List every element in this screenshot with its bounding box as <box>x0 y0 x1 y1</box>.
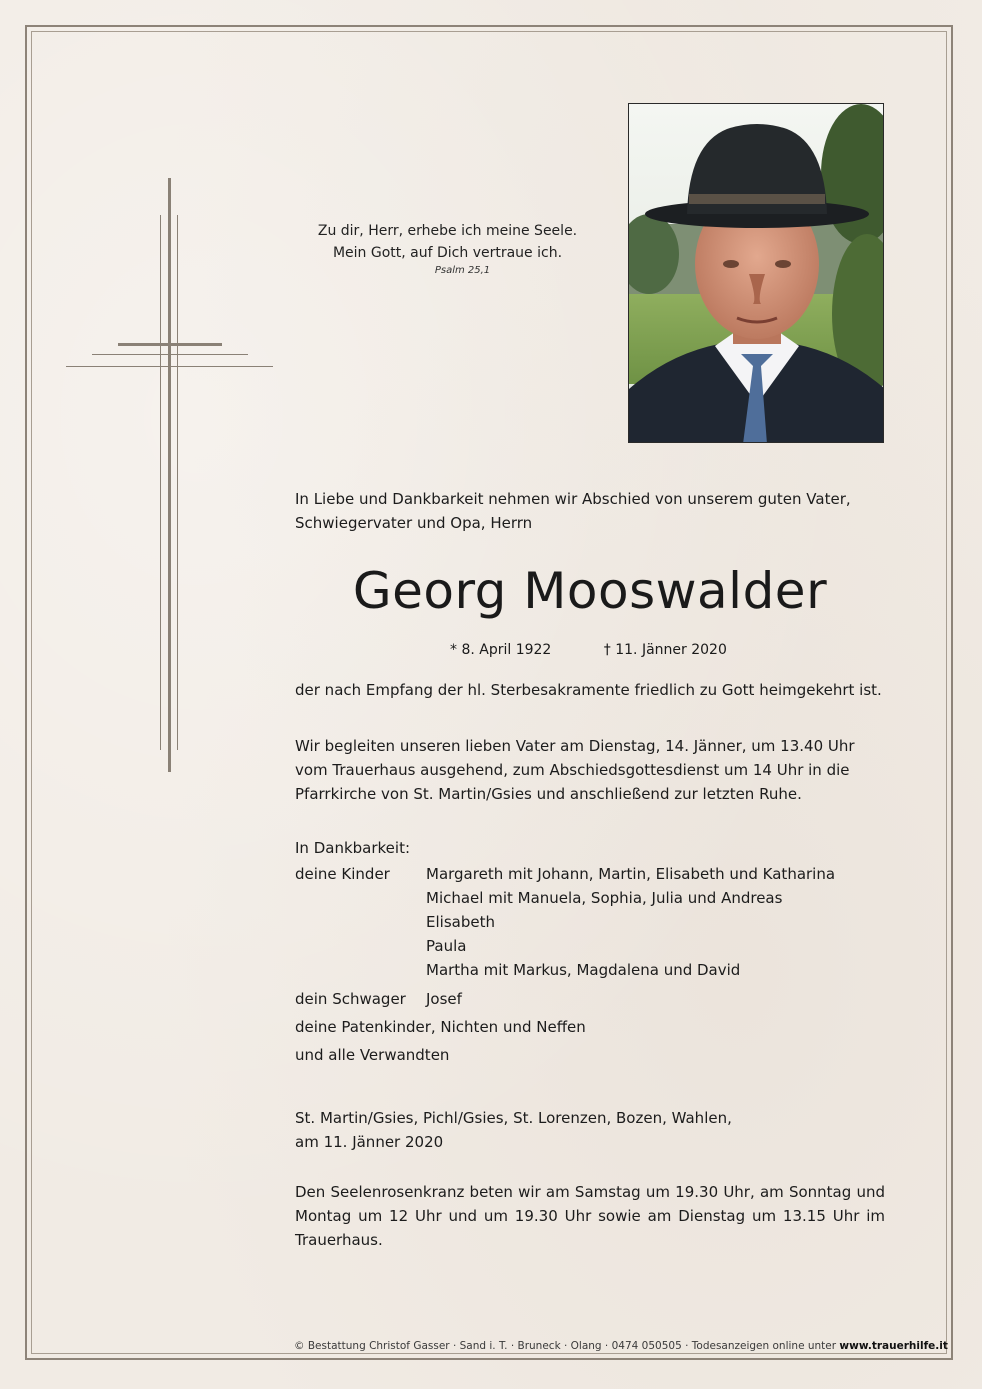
intro-text: In Liebe und Dankbarkeit nehmen wir Abschied von unserem guten Vater, Schwiegervater und Opa, Herrn <box>295 490 851 532</box>
cross-horizontal-main <box>118 343 222 346</box>
birth-date: * 8. April 1922 <box>450 642 552 658</box>
child-entry: Margareth mit Johann, Martin, Elisabeth und Katharina <box>426 865 836 883</box>
child-entry: Paula <box>426 937 467 955</box>
godchildren-line: deine Patenkinder, Nichten und Neffen <box>295 1018 586 1036</box>
places-and-date <box>295 1106 885 1154</box>
brother-in-law-name: Josef <box>426 990 462 1008</box>
footer-credit <box>294 1338 946 1354</box>
brother-in-law-label: dein Schwager <box>295 990 406 1008</box>
cross-horizontal-upper <box>92 354 248 355</box>
child-entry: Martha mit Markus, Magdalena und David <box>426 961 741 979</box>
cross-vertical-main <box>168 178 171 772</box>
date-line: am 11. Jänner 2020 <box>295 1133 444 1151</box>
brother-in-law-row <box>295 987 885 1015</box>
portrait-photo <box>628 103 884 443</box>
child-entry: Michael mit Manuela, Sophia, Julia und Andreas <box>426 889 783 907</box>
psalm-quote <box>300 220 595 278</box>
quote-line-1: Zu dir, Herr, erhebe ich meine Seele. <box>317 223 578 239</box>
child-entry: Elisabeth <box>426 913 495 931</box>
passing-text: der nach Empfang der hl. Sterbesakramente friedlich zu Gott heimgekehrt ist. <box>295 681 882 699</box>
mourners-list <box>295 836 885 1071</box>
death-date: † 11. Jänner 2020 <box>603 642 727 658</box>
deceased-name: Georg Mooswalder <box>352 562 828 620</box>
footer-text: © Bestattung Christof Gasser · Sand i. T. · Bruneck · Olang · 0474 050505 · Todesanzeigen online unter <box>294 1340 840 1352</box>
footer-link[interactable]: www.trauerhilfe.it <box>839 1340 948 1352</box>
cross-horizontal-lower <box>66 366 273 367</box>
mourners-heading: In Dankbarkeit: <box>295 839 410 857</box>
rosary-text: Den Seelenrosenkranz beten wir am Samstag um 19.30 Uhr, am Sonntag und Montag um 12 Uhr und um 19.30 Uhr sowie am Dienstag um 13.15 Uhr im Trauerhaus. <box>295 1183 885 1249</box>
life-dates <box>450 640 727 660</box>
children-group <box>295 862 885 982</box>
funeral-text: Wir begleiten unseren lieben Vater am Dienstag, 14. Jänner, um 13.40 Uhr vom Trauerhaus ausgehend, zum Abschiedsgottesdienst um 14 Uhr in die Pfarrkirche von St. Martin/Gsies und anschließend zur letzten Ruhe. <box>295 737 855 803</box>
cross-vertical-left <box>160 215 161 750</box>
quote-line-2: Mein Gott, auf Dich vertraue ich. <box>332 245 563 261</box>
children-label: deine Kinder <box>295 865 390 883</box>
relatives-line: und alle Verwandten <box>295 1046 450 1064</box>
places-line: St. Martin/Gsies, Pichl/Gsies, St. Lorenzen, Bozen, Wahlen, <box>295 1109 732 1127</box>
cross-vertical-right <box>177 215 178 750</box>
quote-source: Psalm 25,1 <box>434 265 491 276</box>
